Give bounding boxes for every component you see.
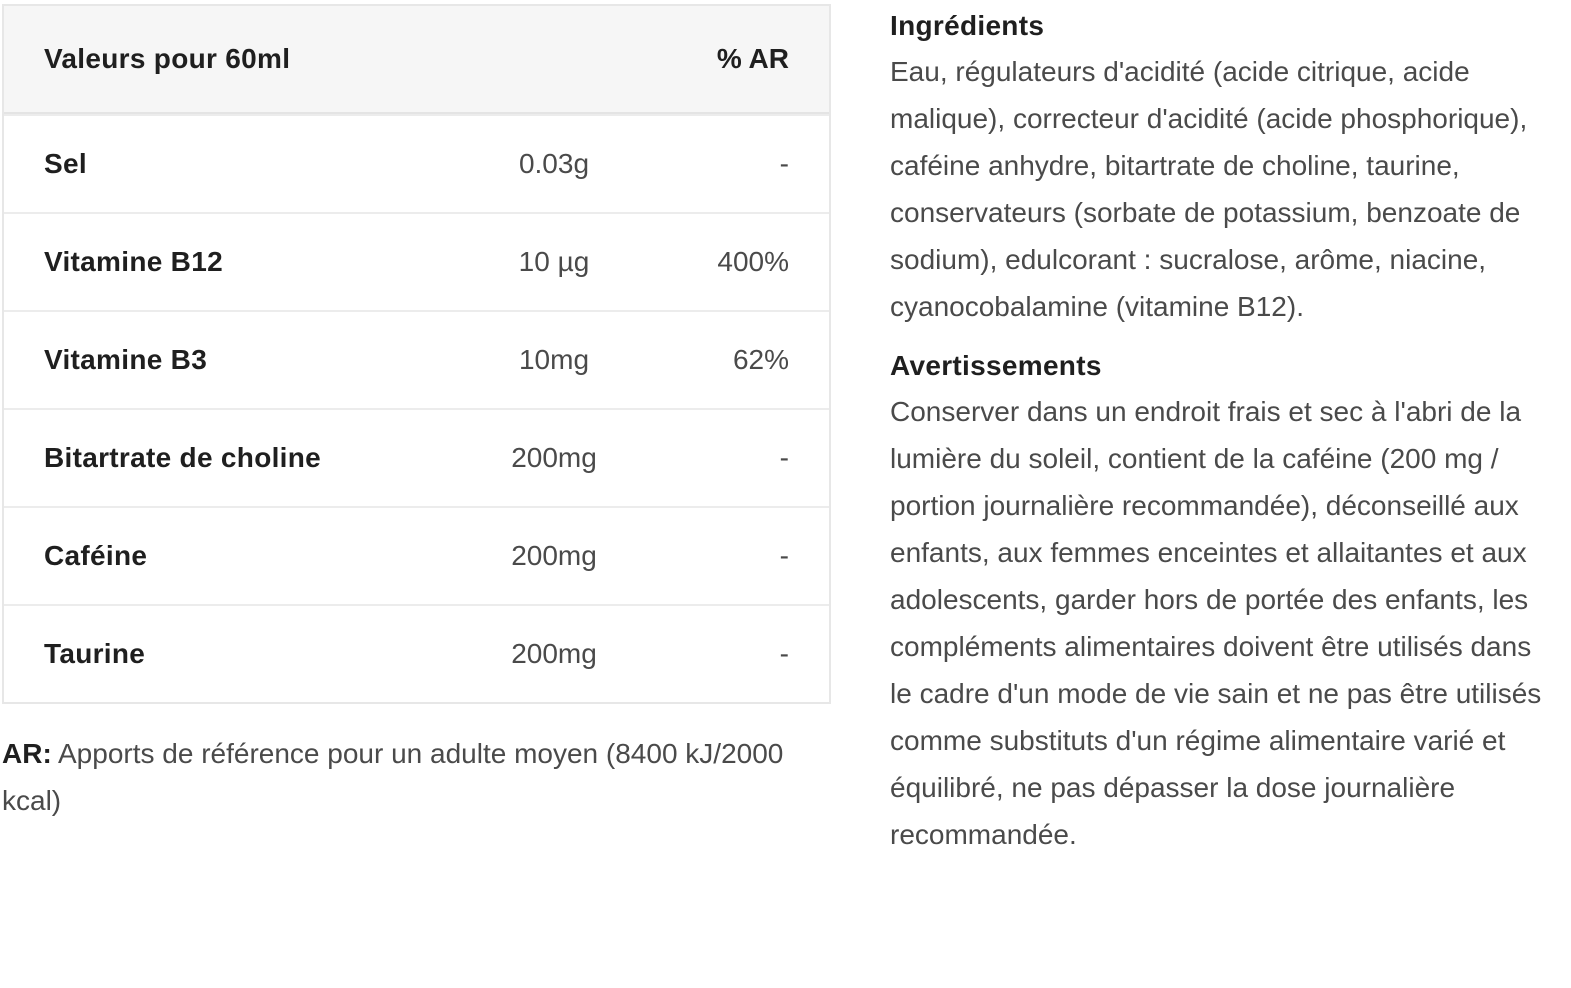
table-row <box>4 114 829 212</box>
nutrient-ar: 400% <box>717 246 789 277</box>
nutrient-name: Sel <box>44 148 87 179</box>
nutrient-ar: - <box>779 442 789 473</box>
nutrition-table-header <box>4 6 829 114</box>
nutrient-ar: - <box>779 148 789 179</box>
ingredients-text: Eau, régulateurs d'acidité (acide citrique, acide malique), correcteur d'acidité (acide phosphorique), caféine anhydre, bitartrate de choline, taurine, conservateurs (sorbate de potassium, benzoate de sodium), edulcorant : sucralose, arôme, niacine, cyanocobalamine (vitamine B12). <box>890 56 1528 322</box>
nutrient-value: 0.03g <box>518 148 590 179</box>
warnings-text: Conserver dans un endroit frais et sec à l'abri de la lumière du soleil, contient de la caféine (200 mg / portion journalière recommandée), déconseillé aux enfants, aux femmes enceintes et allaitantes et aux adolescents, garder hors de portée des enfants, les compléments alimentaires doivent être utilisés dans le cadre d'un mode de vie sain et ne pas être utilisés comme substituts d'un régime alimentaire varié et équilibré, ne pas dépasser la dose journalière recommandée. <box>890 396 1542 850</box>
nutrient-name: Vitamine B12 <box>44 246 223 277</box>
ingredients-section <box>890 4 1550 330</box>
warnings-title: Avertissements <box>890 350 1102 381</box>
ingredients-title: Ingrédients <box>890 10 1045 41</box>
nutrient-value: 200mg <box>511 540 597 571</box>
warnings-section <box>890 344 1550 858</box>
nutrition-table <box>2 4 831 704</box>
nutrient-ar: - <box>779 540 789 571</box>
table-row <box>4 212 829 310</box>
nutrient-name: Bitartrate de choline <box>44 442 322 473</box>
nutrient-value: 10 µg <box>518 246 590 277</box>
nutrient-value: 200mg <box>511 442 597 473</box>
nutrient-value: 200mg <box>511 638 597 669</box>
nutrient-ar: - <box>779 638 789 669</box>
nutrient-ar: 62% <box>732 344 789 375</box>
nutrient-name: Caféine <box>44 540 148 571</box>
header-ar-label: % AR <box>716 43 789 74</box>
nutrient-name: Taurine <box>44 638 146 669</box>
footnote-label: AR: <box>2 738 52 769</box>
product-info <box>890 4 1550 858</box>
footnote-text: Apports de référence pour un adulte moyen (8400 kJ/2000 kcal) <box>2 738 784 816</box>
nutrient-name: Vitamine B3 <box>44 344 208 375</box>
table-row <box>4 408 829 506</box>
table-row <box>4 506 829 604</box>
table-row <box>4 310 829 408</box>
table-row <box>4 604 829 702</box>
ar-footnote <box>2 730 802 824</box>
header-label: Valeurs pour 60ml <box>44 43 291 74</box>
nutrient-value: 10mg <box>518 344 590 375</box>
